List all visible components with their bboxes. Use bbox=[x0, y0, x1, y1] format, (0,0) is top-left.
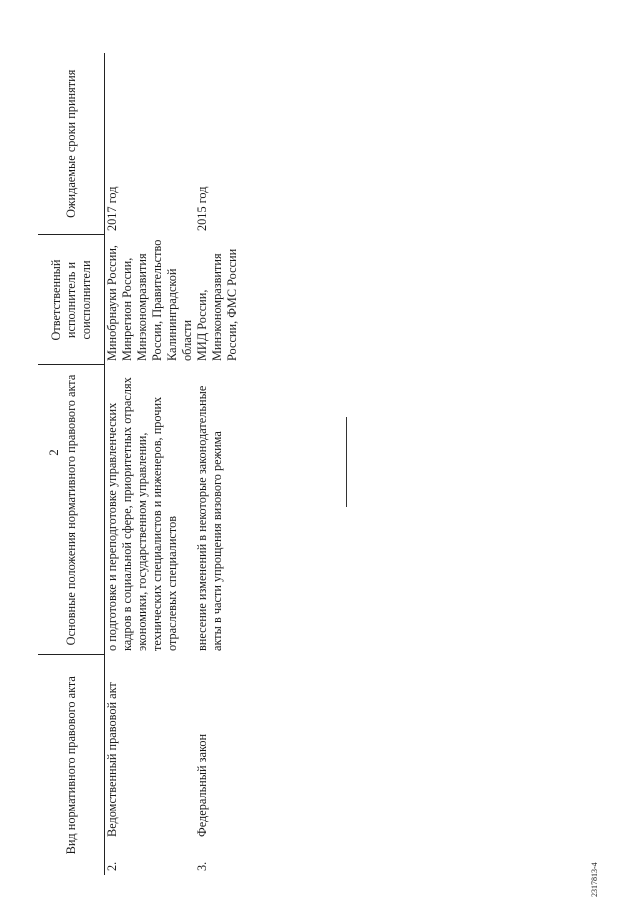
header-act-type: Вид нормативного правового акта bbox=[38, 655, 105, 875]
act-type: Ведомственный правовой акт bbox=[105, 682, 119, 837]
row-number: 2. bbox=[105, 861, 119, 871]
act-type: Федеральный закон bbox=[195, 733, 209, 837]
end-divider-line bbox=[346, 417, 347, 507]
header-provisions: Основные положения нормативного правового акта bbox=[38, 365, 105, 655]
table-row bbox=[195, 53, 240, 875]
executors-cell: МИД России, Минэкономразвития России, ФМС России bbox=[195, 248, 239, 361]
row-number: 3. bbox=[195, 861, 209, 871]
page-number: 2 bbox=[46, 449, 61, 456]
document-id: 2317813-4 bbox=[590, 862, 599, 897]
table-row bbox=[105, 53, 196, 875]
executors-cell: Минобрнауки России, Минрегион России, Минэкономразвития России, Правительство Калининградской области bbox=[105, 239, 194, 361]
act-type-cell bbox=[105, 655, 196, 875]
header-deadline: Ожидаемые сроки принятия bbox=[38, 53, 105, 235]
deadline-cell: 2015 год bbox=[195, 186, 209, 231]
provisions-cell: о подготовке и переподготовке управленческих кадров в социальной сфере, приоритетных отраслях экономики, государственном управлении, технических специалистов и инженеров, прочих отраслевых специалистов bbox=[105, 377, 179, 651]
act-type-cell bbox=[195, 655, 240, 875]
table-header-row bbox=[38, 53, 105, 875]
header-executors: Ответственный исполнитель и соисполнители bbox=[38, 235, 105, 365]
provisions-cell: внесение изменений в некоторые законодательные акты в части упрощения визового режима bbox=[195, 385, 224, 651]
deadline-cell: 2017 год bbox=[105, 186, 119, 231]
legislation-table bbox=[38, 53, 240, 875]
